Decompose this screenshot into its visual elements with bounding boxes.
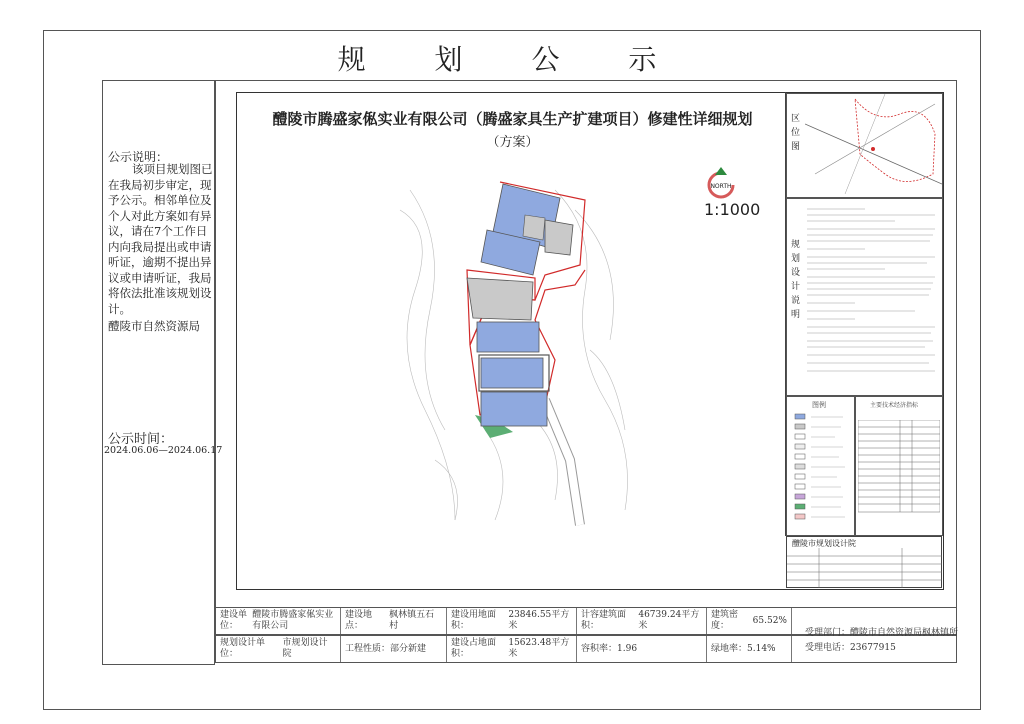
location-map-label: 区位图 bbox=[791, 114, 801, 152]
location-map bbox=[805, 94, 942, 197]
notice-text: 该项目规划图已在我局初步审定，现予公示。相邻单位及个人对此方案如有异议，请在7个工作日内向我局提出或申请听证，逾期不提出异议或申请听证，我局将依法批准该规划设计。 bbox=[108, 162, 213, 316]
info-plot-ratio: 容积率： 1.96 bbox=[577, 636, 707, 662]
notice-period-value: 2024.06.06—2024.06.17 bbox=[104, 445, 223, 456]
north-label: NORTH bbox=[710, 183, 732, 190]
info-building-density: 建筑密度： 65.52% bbox=[707, 608, 792, 634]
title-block-grid bbox=[787, 548, 942, 588]
info-construction-unit: 建设单位： 醴陵市腾盛家俬实业有限公司 bbox=[216, 608, 341, 634]
info-project-nature: 工程性质： 部分新建 bbox=[341, 636, 447, 662]
design-description-text bbox=[805, 203, 939, 393]
info-construction-site: 建设地点： 枫林镇五石村 bbox=[341, 608, 447, 634]
info-green-ratio: 绿地率： 5.14% bbox=[707, 636, 792, 662]
title-block-org: 醴陵市规划设计院 bbox=[792, 539, 856, 548]
info-design-unit: 规划设计单位： 市规划设计院 bbox=[216, 636, 341, 662]
legend-label: 图例 bbox=[812, 401, 826, 409]
legend-swatches bbox=[793, 412, 853, 534]
page-title: 规 划 公 示 bbox=[337, 43, 687, 76]
site-plan bbox=[395, 170, 635, 530]
plan-subtitle: （方案） bbox=[486, 135, 539, 150]
plan-scale: 1:1000 bbox=[704, 200, 761, 219]
plan-title: 醴陵市腾盛家俬实业有限公司（腾盛家具生产扩建项目）修建性详细规划 bbox=[272, 110, 753, 128]
econ-table-grid bbox=[858, 420, 940, 514]
approval-phone: 受理电话：23677915 bbox=[805, 643, 896, 653]
approval-dept: 受理部门：醴陵市自然资源局枫林镇所 bbox=[805, 628, 959, 638]
notice-label: 公示说明： bbox=[108, 150, 169, 164]
econ-table-label: 主要技术经济指标 bbox=[870, 402, 919, 409]
design-description-label: 规划设计说明 bbox=[791, 240, 801, 320]
info-land-area: 建设用地面积： 23846.55平方米 bbox=[447, 608, 577, 634]
info-floor-area: 计容建筑面积： 46739.24平方米 bbox=[577, 608, 707, 634]
notice-bureau: 醴陵市自然资源局 bbox=[108, 319, 200, 333]
info-footprint-area: 建设占地面积： 15623.48平方米 bbox=[447, 636, 577, 662]
north-arrow-icon bbox=[703, 165, 739, 201]
notice-period-label: 公示时间： bbox=[108, 432, 174, 447]
